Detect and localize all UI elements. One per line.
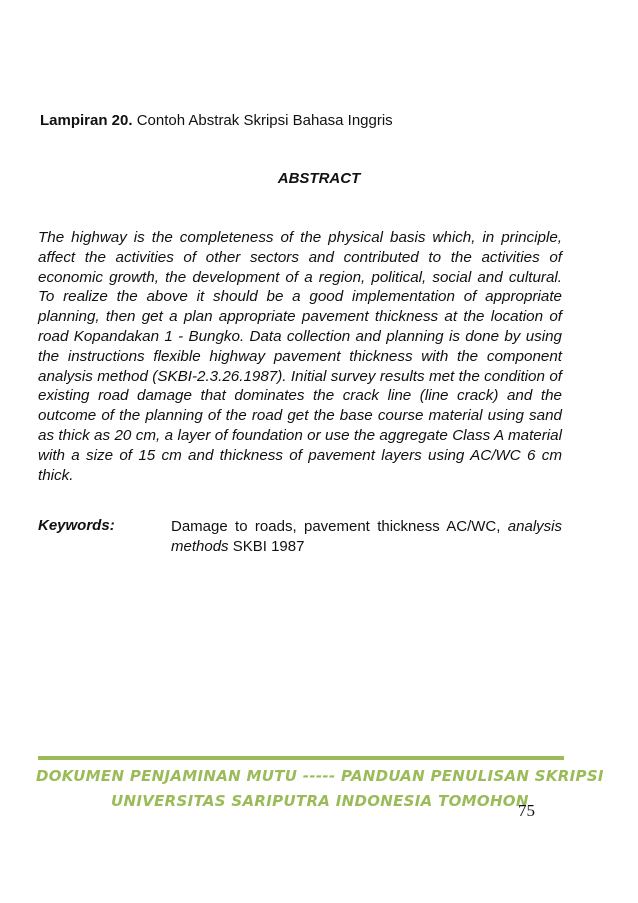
keywords-tail: SKBI 1987 [228, 537, 305, 555]
footer-university: UNIVERSITAS SARIPUTRA INDONESIA TOMOHON [111, 792, 529, 810]
attachment-label: Lampiran 20. [40, 112, 133, 129]
attachment-heading [40, 112, 393, 129]
attachment-title: Contoh Abstrak Skripsi Bahasa Inggris [132, 112, 393, 129]
abstract-title: ABSTRACT [277, 170, 361, 187]
footer-document-title: DOKUMEN PENJAMINAN MUTU ----- PANDUAN PENULISAN SKRIPSI [36, 767, 604, 785]
footer-divider [38, 756, 564, 760]
keywords-plain: Damage to roads, pavement thickness AC/WC, [171, 518, 508, 535]
keywords-text [171, 517, 562, 557]
keywords-label: Keywords: [38, 517, 115, 534]
keywords-italic: analysis methods [171, 518, 562, 555]
page-number: 75 [518, 801, 535, 820]
abstract-body: The highway is the completeness of the physical basis which, in principle, affect the activities of other sectors and contributed to the activities of economic growth, the development of a region, political, social and cultural. To realize the above it should be a good implementation of appropriate planning, then get a plan appropriate pavement thickness at the location of road Kopandakan 1 - Bungko. Data collection and planning is done by using the instructions flexible highway pavement thickness with the component analysis method (SKBI-2.3.26.1987). Initial survey results met the condition of existing road damage that dominates the crack line (line crack) and the outcome of the planning of the road get the base course material using sand as thick as 20 cm, a layer of foundation or use the aggregate Class A material with a size of 15 cm and thickness of pavement layers using AC/WC 6 cm thick. [38, 229, 562, 484]
